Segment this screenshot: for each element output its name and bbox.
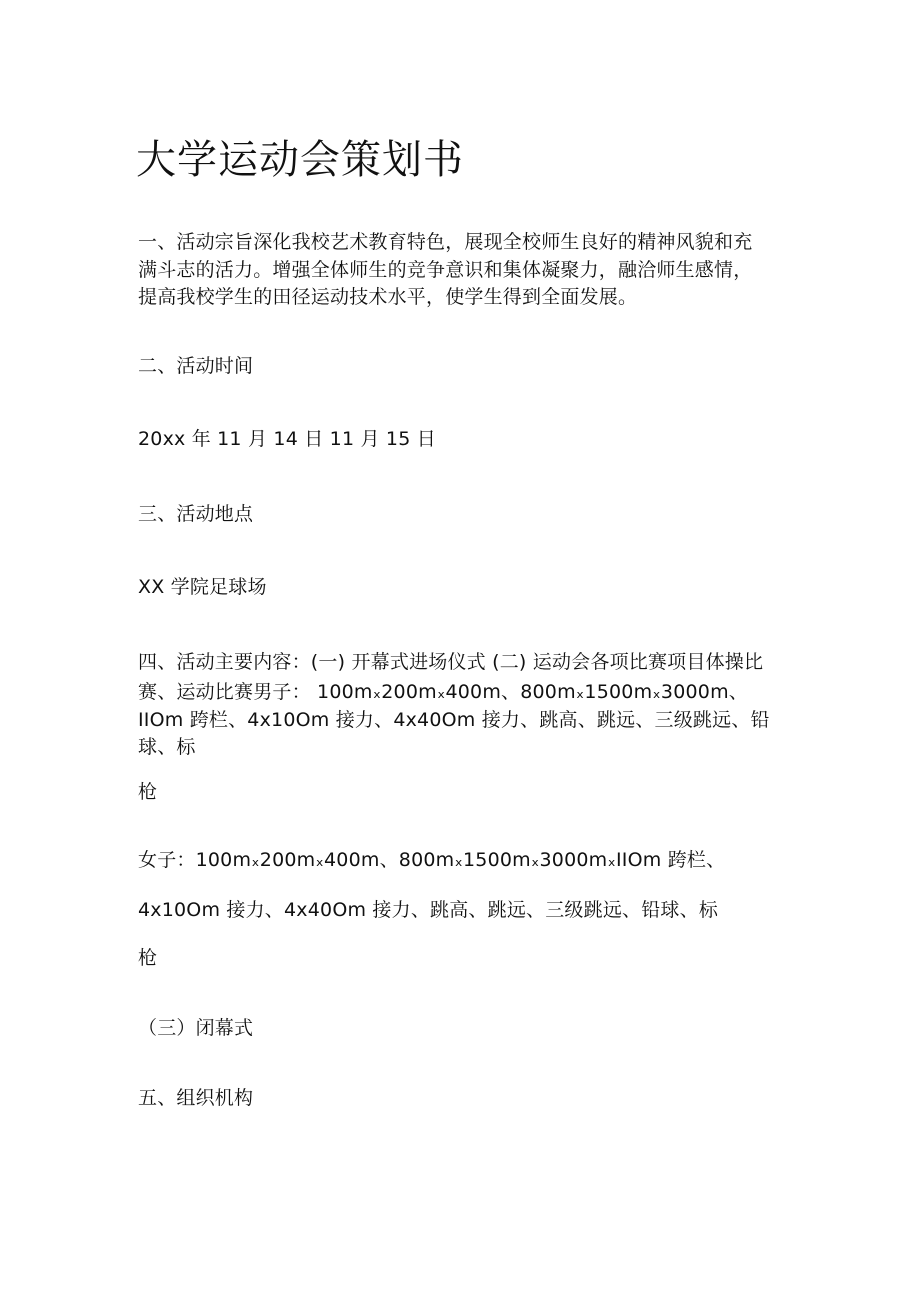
women-events-line: 枪 bbox=[138, 947, 158, 969]
women-events-line: 4x10Om 接力、4x40Om 接力、跳高、跳远、三级跳远、铅球、标 bbox=[138, 899, 719, 921]
purpose-paragraph-line: 一、活动宗旨深化我校艺术教育特色，展现全校师生良好的精神风貌和充 bbox=[138, 231, 753, 253]
section-heading-time: 二、活动时间 bbox=[138, 355, 254, 377]
purpose-paragraph-line: 提高我校学生的田径运动技术水平，使学生得到全面发展。 bbox=[138, 286, 638, 308]
content-paragraph-line: IIOm 跨栏、4x10Om 接力、4x40Om 接力、跳高、跳远、三级跳远、铅 bbox=[138, 709, 770, 731]
activity-location: XX 学院足球场 bbox=[138, 576, 267, 598]
section-heading-location: 三、活动地点 bbox=[138, 503, 254, 525]
content-paragraph-line: 球、标 bbox=[138, 736, 196, 758]
closing-ceremony: （三）闭幕式 bbox=[138, 1017, 254, 1039]
content-paragraph-line: 赛、运动比赛男子： 100mₓ200mₓ400m、800mₓ1500mₓ3000m、 bbox=[138, 681, 748, 703]
women-events-line: 女子：100mₓ200mₓ400m、800mₓ1500mₓ3000mₓIIOm 跨栏、 bbox=[138, 849, 726, 871]
section-heading-organization: 五、组织机构 bbox=[138, 1087, 254, 1109]
document-title: 大学运动会策划书 bbox=[136, 137, 464, 183]
content-paragraph-line: 四、活动主要内容：(一) 开幕式进场仪式 (二) 运动会各项比赛项目体操比 bbox=[138, 651, 764, 673]
activity-date: 20xx 年 11 月 14 日 11 月 15 日 bbox=[138, 428, 436, 450]
purpose-paragraph-line: 满斗志的活力。增强全体师生的竞争意识和集体凝聚力，融洽师生感情， bbox=[138, 259, 753, 281]
content-paragraph-line: 枪 bbox=[138, 781, 158, 803]
